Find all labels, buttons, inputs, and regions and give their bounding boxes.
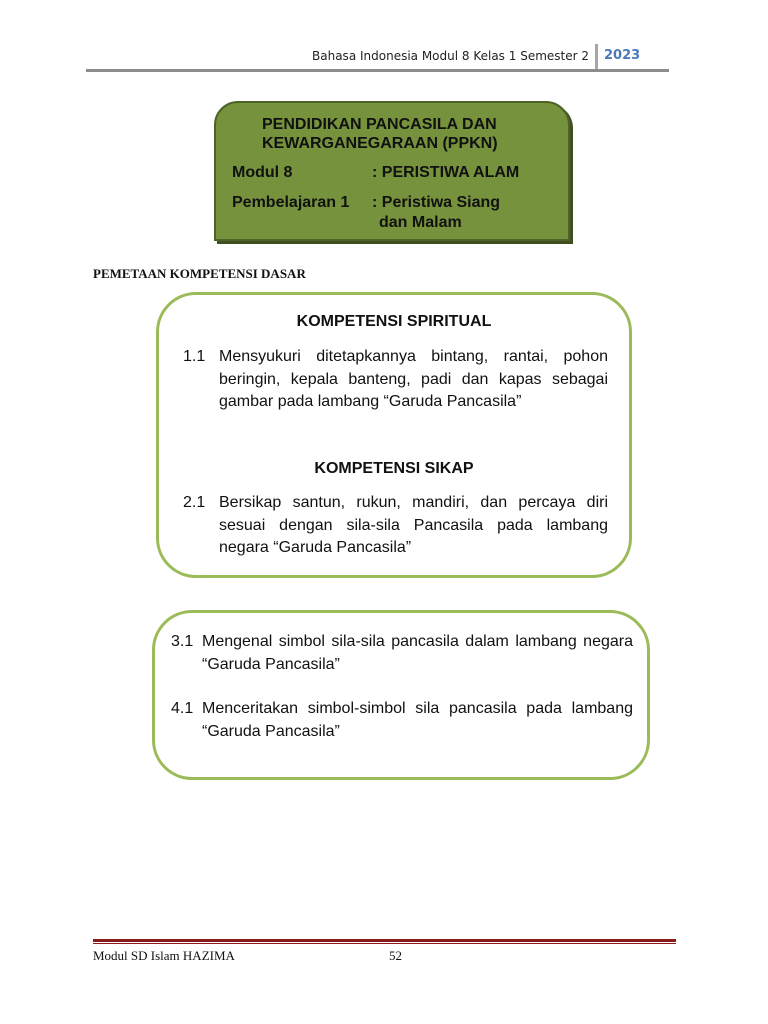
footer-rule-thin [93, 943, 676, 944]
kd-item [171, 631, 633, 676]
pembelajaran-value-line-1: : Peristiwa Siang [372, 194, 501, 211]
header-divider [595, 44, 598, 72]
item-number: 4.1 [171, 700, 194, 717]
running-header-year: 2023 [604, 48, 641, 63]
spiritual-title: KOMPETENSI SPIRITUAL [296, 313, 492, 330]
kompetensi-box-1 [156, 292, 632, 578]
kd-item [171, 698, 633, 743]
pembelajaran-value-line-2: dan Malam [379, 214, 462, 231]
pembelajaran-label: Pembelajaran 1 [232, 194, 350, 211]
page-number: 52 [389, 948, 402, 963]
module-title-box [214, 101, 570, 241]
kompetensi-box-2 [152, 610, 650, 780]
sikap-item [183, 492, 608, 560]
spiritual-item [183, 346, 608, 414]
item-text: Mensyukuri ditetapkannya bintang, rantai, pohon beringin, kepala banteng, padi dan kapas sebagai gambar pada lambang “Garuda Pancasila” [219, 348, 608, 410]
item-number: 2.1 [183, 494, 206, 511]
subject-line-2: KEWARGANEGARAAN (PPKN) [262, 135, 498, 152]
header-rule [86, 69, 669, 72]
item-number: 1.1 [183, 348, 206, 365]
subject-title [262, 115, 498, 153]
section-heading: PEMETAAN KOMPETENSI DASAR [93, 266, 306, 281]
item-number: 3.1 [171, 633, 194, 650]
modul-value: : PERISTIWA ALAM [372, 164, 520, 181]
sikap-title: KOMPETENSI SIKAP [314, 460, 474, 477]
subject-line-1: PENDIDIKAN PANCASILA DAN [262, 116, 497, 133]
item-text: Mengenal simbol sila-sila pancasila dalam lambang negara “Garuda Pancasila” [202, 633, 633, 673]
item-text: Bersikap santun, rukun, mandiri, dan percaya diri sesuai dengan sila-sila Pancasila pada lambang negara “Garuda Pancasila” [219, 494, 608, 556]
modul-label: Modul 8 [232, 164, 293, 181]
footer-school-name: Modul SD Islam HAZIMA [93, 948, 235, 963]
footer-rule [93, 939, 676, 942]
item-text: Menceritakan simbol-simbol sila pancasila pada lambang “Garuda Pancasila” [202, 700, 633, 740]
running-header-title: Bahasa Indonesia Modul 8 Kelas 1 Semester 2 [312, 49, 589, 63]
